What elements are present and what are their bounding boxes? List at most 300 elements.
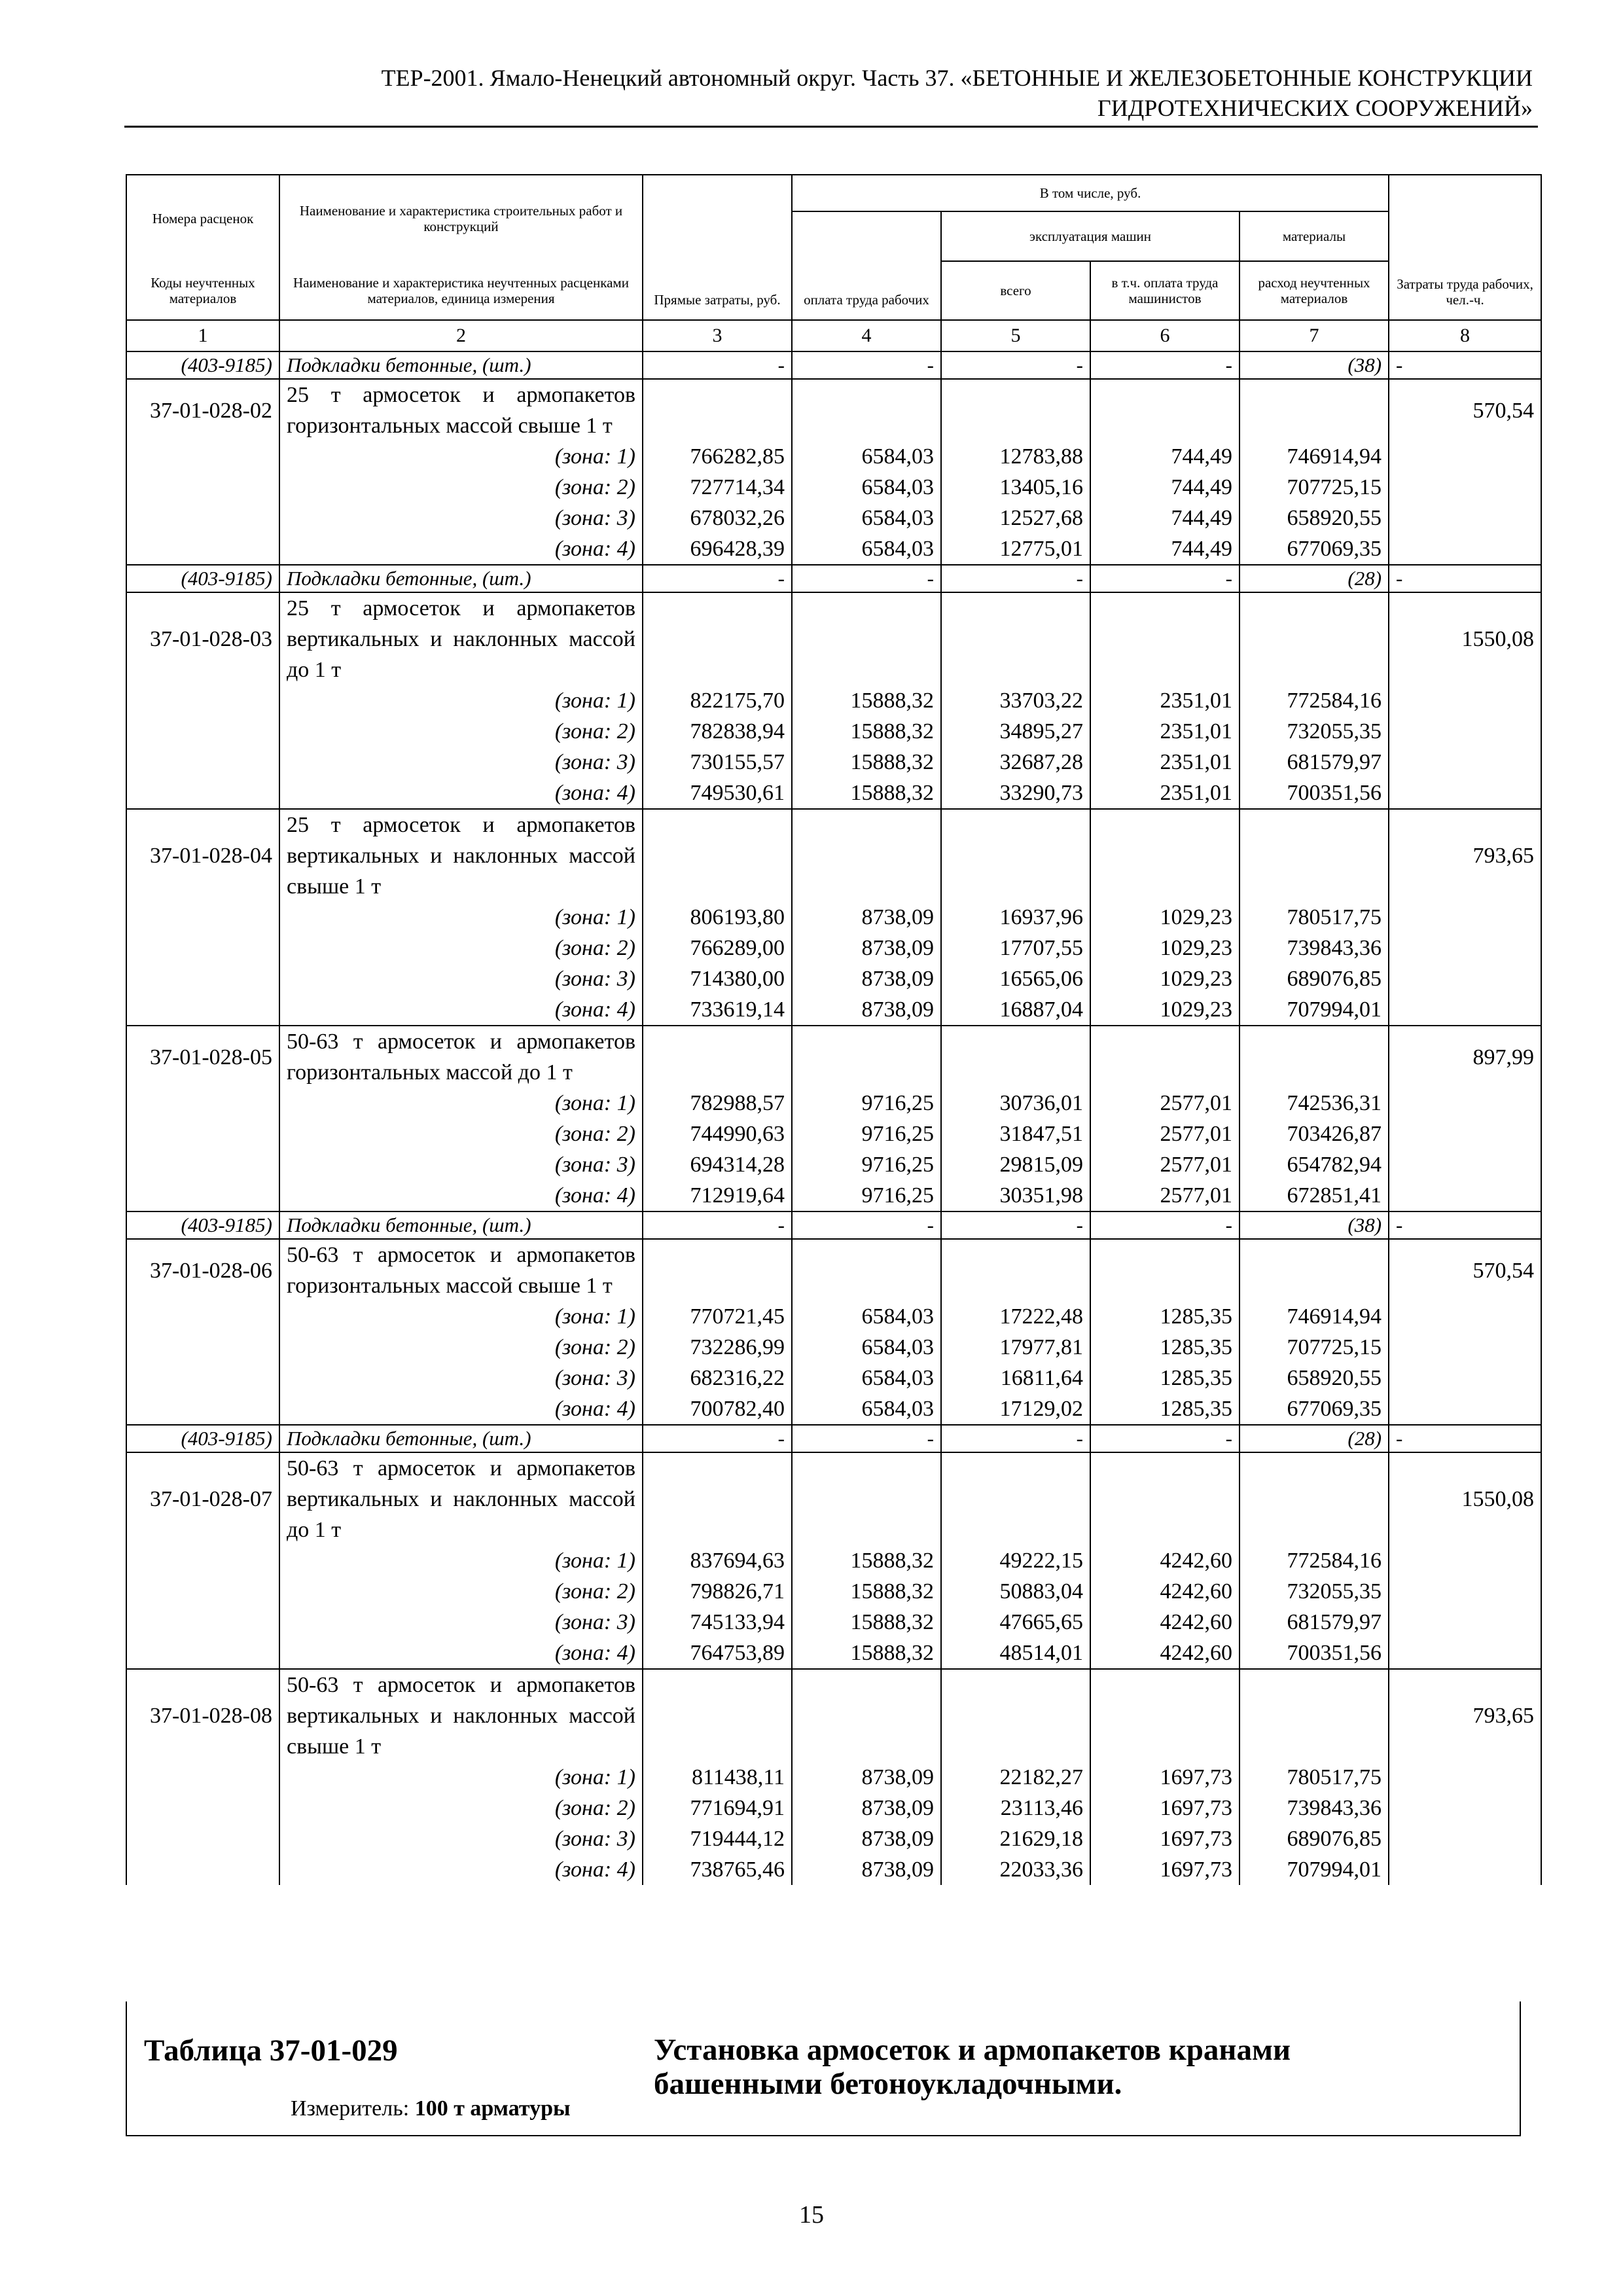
empty-cell: [126, 1762, 279, 1793]
machinist-pay: 1285,35: [1090, 1301, 1240, 1332]
worker-pay: 15888,32: [792, 716, 941, 747]
worker-pay: -: [792, 565, 941, 592]
direct-cost: 733619,14: [643, 994, 792, 1026]
labor-cost: -: [1389, 351, 1541, 379]
empty-cell: [1389, 1180, 1541, 1211]
empty-cell: [1389, 441, 1541, 472]
material-consumption: 677069,35: [1240, 533, 1389, 565]
direct-cost: -: [643, 1211, 792, 1239]
header-rate-numbers: Номера расценок: [126, 175, 279, 261]
header-machine-operation: эксплуатация машин: [941, 211, 1240, 261]
column-number: 3: [643, 320, 792, 351]
machine-total: -: [941, 1425, 1090, 1452]
rate-description: 25 т армосеток и армопакетов вертикальных и наклонных массой до 1 т: [279, 592, 643, 685]
machine-total: 50883,04: [941, 1576, 1090, 1607]
empty-cell: [941, 1239, 1090, 1301]
zone-row: [126, 902, 1541, 933]
machine-total: 22182,27: [941, 1762, 1090, 1793]
zone-label: (зона: 2): [279, 716, 643, 747]
machinist-pay: 744,49: [1090, 472, 1240, 503]
machinist-pay: 744,49: [1090, 441, 1240, 472]
material-consumption: 700351,56: [1240, 778, 1389, 809]
zone-row: [126, 933, 1541, 963]
worker-pay: 15888,32: [792, 1607, 941, 1638]
empty-cell: [792, 592, 941, 685]
direct-cost: 745133,94: [643, 1607, 792, 1638]
empty-cell: [1389, 472, 1541, 503]
material-name: Подкладки бетонные, (шт.): [279, 565, 643, 592]
labor-cost: 793,65: [1389, 1669, 1541, 1762]
material-row: [126, 1211, 1541, 1239]
machine-total: 17129,02: [941, 1393, 1090, 1425]
labor-cost: 570,54: [1389, 379, 1541, 441]
zone-label: (зона: 1): [279, 1301, 643, 1332]
machinist-pay: -: [1090, 1211, 1240, 1239]
empty-cell: [126, 1088, 279, 1119]
labor-cost: 897,99: [1389, 1026, 1541, 1088]
direct-cost: 798826,71: [643, 1576, 792, 1607]
empty-cell: [1240, 1669, 1389, 1762]
rate-description: 50-63 т армосеток и армопакетов горизонтальных массой свыше 1 т: [279, 1239, 643, 1301]
worker-pay: 15888,32: [792, 1545, 941, 1576]
zone-row: [126, 685, 1541, 716]
empty-cell: [941, 809, 1090, 902]
material-consumption: 707994,01: [1240, 1854, 1389, 1885]
direct-cost: -: [643, 1425, 792, 1452]
machinist-pay: 2351,01: [1090, 778, 1240, 809]
empty-cell: [126, 1180, 279, 1211]
empty-cell: [126, 1332, 279, 1363]
machine-total: 31847,51: [941, 1119, 1090, 1149]
zone-label: (зона: 4): [279, 778, 643, 809]
zone-label: (зона: 4): [279, 994, 643, 1026]
zone-row: [126, 1363, 1541, 1393]
material-name: Подкладки бетонные, (шт.): [279, 351, 643, 379]
rate-row: [126, 809, 1541, 902]
empty-cell: [1389, 994, 1541, 1026]
empty-cell: [1240, 1239, 1389, 1301]
rate-code: 37-01-028-04: [126, 809, 279, 902]
zone-label: (зона: 4): [279, 1180, 643, 1211]
header-line-2: ГИДРОТЕХНИЧЕСКИХ СООРУЖЕНИЙ»: [1097, 95, 1533, 121]
labor-cost: 793,65: [1389, 809, 1541, 902]
worker-pay: 6584,03: [792, 1301, 941, 1332]
empty-cell: [1389, 933, 1541, 963]
empty-cell: [126, 533, 279, 565]
worker-pay: 15888,32: [792, 747, 941, 778]
labor-cost: 570,54: [1389, 1239, 1541, 1301]
machine-total: 32687,28: [941, 747, 1090, 778]
empty-cell: [1389, 1088, 1541, 1119]
column-numbers: [126, 320, 1541, 351]
machinist-pay: 1285,35: [1090, 1393, 1240, 1425]
empty-cell: [1389, 1545, 1541, 1576]
machine-total: 16887,04: [941, 994, 1090, 1026]
rate-description: 50-63 т армосеток и армопакетов горизонтальных массой до 1 т: [279, 1026, 643, 1088]
header-materials: материалы: [1240, 211, 1389, 261]
material-code: (403-9185): [126, 565, 279, 592]
empty-cell: [126, 1823, 279, 1854]
zone-label: (зона: 4): [279, 533, 643, 565]
rate-code: 37-01-028-07: [126, 1452, 279, 1545]
zone-label: (зона: 1): [279, 685, 643, 716]
empty-cell: [792, 809, 941, 902]
empty-cell: [1240, 1452, 1389, 1545]
direct-cost: -: [643, 351, 792, 379]
worker-pay: 9716,25: [792, 1088, 941, 1119]
zone-label: (зона: 1): [279, 902, 643, 933]
machine-total: 23113,46: [941, 1793, 1090, 1823]
empty-cell: [1389, 685, 1541, 716]
zone-row: [126, 1180, 1541, 1211]
empty-cell: [126, 1149, 279, 1180]
empty-cell: [126, 1393, 279, 1425]
empty-cell: [1389, 1607, 1541, 1638]
machinist-pay: 1029,23: [1090, 963, 1240, 994]
rate-description: 25 т армосеток и армопакетов горизонтальных массой свыше 1 т: [279, 379, 643, 441]
empty-cell: [1389, 716, 1541, 747]
machinist-pay: -: [1090, 351, 1240, 379]
column-number: 6: [1090, 320, 1240, 351]
empty-cell: [1090, 1239, 1240, 1301]
next-table-heading: [126, 2001, 1521, 2136]
material-consumption: 780517,75: [1240, 1762, 1389, 1793]
zone-row: [126, 1545, 1541, 1576]
zone-label: (зона: 2): [279, 1793, 643, 1823]
worker-pay: 8738,09: [792, 963, 941, 994]
machine-total: 16937,96: [941, 902, 1090, 933]
rate-code: 37-01-028-05: [126, 1026, 279, 1088]
machine-total: 49222,15: [941, 1545, 1090, 1576]
zone-label: (зона: 1): [279, 1088, 643, 1119]
machine-total: -: [941, 351, 1090, 379]
empty-cell: [792, 1026, 941, 1088]
zone-row: [126, 1793, 1541, 1823]
empty-cell: [126, 1545, 279, 1576]
material-consumption: 677069,35: [1240, 1393, 1389, 1425]
material-code: (403-9185): [126, 351, 279, 379]
empty-cell: [1240, 1026, 1389, 1088]
empty-cell: [1389, 1363, 1541, 1393]
zone-label: (зона: 4): [279, 1854, 643, 1885]
machine-total: 33703,22: [941, 685, 1090, 716]
worker-pay: 15888,32: [792, 778, 941, 809]
machine-total: 48514,01: [941, 1638, 1090, 1669]
machinist-pay: 1029,23: [1090, 933, 1240, 963]
machinist-pay: -: [1090, 565, 1240, 592]
labor-cost: -: [1389, 565, 1541, 592]
empty-cell: [126, 1607, 279, 1638]
column-number: 8: [1389, 320, 1541, 351]
machinist-pay: 2351,01: [1090, 685, 1240, 716]
empty-cell: [126, 1363, 279, 1393]
empty-cell: [1389, 533, 1541, 565]
header-material-consumption: расход неучтенных материалов: [1240, 261, 1389, 320]
empty-cell: [126, 503, 279, 533]
empty-cell: [643, 809, 792, 902]
rate-row: [126, 1452, 1541, 1545]
machinist-pay: 744,49: [1090, 503, 1240, 533]
worker-pay: 6584,03: [792, 1393, 941, 1425]
machine-total: 12783,88: [941, 441, 1090, 472]
machine-total: -: [941, 565, 1090, 592]
labor-cost: -: [1389, 1425, 1541, 1452]
zone-label: (зона: 2): [279, 1332, 643, 1363]
worker-pay: 8738,09: [792, 1854, 941, 1885]
rate-row: [126, 1669, 1541, 1762]
empty-cell: [126, 472, 279, 503]
direct-cost: 700782,40: [643, 1393, 792, 1425]
material-consumption: 672851,41: [1240, 1180, 1389, 1211]
worker-pay: -: [792, 1211, 941, 1239]
machine-total: 22033,36: [941, 1854, 1090, 1885]
worker-pay: 6584,03: [792, 533, 941, 565]
worker-pay: 8738,09: [792, 902, 941, 933]
zone-row: [126, 963, 1541, 994]
material-consumption: 689076,85: [1240, 963, 1389, 994]
header-material-names: Наименование и характеристика неучтенных расценками материалов, единица измерения: [279, 261, 643, 320]
rate-description: 50-63 т армосеток и армопакетов вертикальных и наклонных массой свыше 1 т: [279, 1669, 643, 1762]
machine-total: 30736,01: [941, 1088, 1090, 1119]
zone-row: [126, 747, 1541, 778]
zone-label: (зона: 2): [279, 1576, 643, 1607]
direct-cost: 837694,63: [643, 1545, 792, 1576]
direct-cost: 719444,12: [643, 1823, 792, 1854]
zone-row: [126, 716, 1541, 747]
empty-cell: [1389, 1332, 1541, 1363]
machinist-pay: 2577,01: [1090, 1180, 1240, 1211]
empty-cell: [126, 685, 279, 716]
machine-total: 30351,98: [941, 1180, 1090, 1211]
worker-pay: 15888,32: [792, 685, 941, 716]
machine-total: 12527,68: [941, 503, 1090, 533]
empty-cell: [1389, 902, 1541, 933]
machinist-pay: 2577,01: [1090, 1149, 1240, 1180]
rates-table: [126, 174, 1542, 1885]
table-body: [126, 351, 1541, 1885]
machinist-pay: 1029,23: [1090, 902, 1240, 933]
header-worker-pay: оплата труда рабочих: [792, 211, 941, 320]
direct-cost: 694314,28: [643, 1149, 792, 1180]
rate-description: 25 т армосеток и армопакетов вертикальных и наклонных массой свыше 1 т: [279, 809, 643, 902]
zone-row: [126, 1393, 1541, 1425]
material-consumption: (38): [1240, 351, 1389, 379]
column-number: 4: [792, 320, 941, 351]
rate-description: 50-63 т армосеток и армопакетов вертикальных и наклонных массой до 1 т: [279, 1452, 643, 1545]
direct-cost: 714380,00: [643, 963, 792, 994]
empty-cell: [792, 1239, 941, 1301]
machinist-pay: 1697,73: [1090, 1854, 1240, 1885]
material-consumption: 707725,15: [1240, 1332, 1389, 1363]
material-consumption: 742536,31: [1240, 1088, 1389, 1119]
zone-row: [126, 1762, 1541, 1793]
empty-cell: [643, 1026, 792, 1088]
worker-pay: 8738,09: [792, 1823, 941, 1854]
machine-total: 47665,65: [941, 1607, 1090, 1638]
empty-cell: [1090, 809, 1240, 902]
direct-cost: 712919,64: [643, 1180, 792, 1211]
column-number: 7: [1240, 320, 1389, 351]
machinist-pay: 2351,01: [1090, 716, 1240, 747]
zone-row: [126, 1638, 1541, 1669]
material-consumption: 739843,36: [1240, 933, 1389, 963]
machine-total: 13405,16: [941, 472, 1090, 503]
zone-row: [126, 1301, 1541, 1332]
zone-row: [126, 1149, 1541, 1180]
page-number: 15: [799, 2201, 824, 2229]
material-code: (403-9185): [126, 1425, 279, 1452]
machine-total: 33290,73: [941, 778, 1090, 809]
empty-cell: [1389, 1762, 1541, 1793]
empty-cell: [1090, 1669, 1240, 1762]
labor-cost: 1550,08: [1389, 592, 1541, 685]
machine-total: 34895,27: [941, 716, 1090, 747]
empty-cell: [792, 1452, 941, 1545]
material-consumption: 689076,85: [1240, 1823, 1389, 1854]
zone-label: (зона: 3): [279, 1823, 643, 1854]
next-table-number: Таблица 37-01-029: [144, 2034, 398, 2068]
header-work-name: Наименование и характеристика строительных работ и конструкций: [279, 175, 643, 261]
worker-pay: 8738,09: [792, 1793, 941, 1823]
empty-cell: [126, 778, 279, 809]
empty-cell: [126, 902, 279, 933]
empty-cell: [1389, 1638, 1541, 1669]
rate-row: [126, 379, 1541, 441]
machinist-pay: 1697,73: [1090, 1793, 1240, 1823]
direct-cost: 822175,70: [643, 685, 792, 716]
material-consumption: 707994,01: [1240, 994, 1389, 1026]
direct-cost: 727714,34: [643, 472, 792, 503]
zone-row: [126, 778, 1541, 809]
empty-cell: [1389, 1576, 1541, 1607]
direct-cost: 744990,63: [643, 1119, 792, 1149]
zone-row: [126, 1088, 1541, 1119]
direct-cost: 766282,85: [643, 441, 792, 472]
worker-pay: -: [792, 1425, 941, 1452]
material-consumption: (38): [1240, 1211, 1389, 1239]
zone-label: (зона: 3): [279, 1149, 643, 1180]
material-consumption: 772584,16: [1240, 1545, 1389, 1576]
measure-unit: [291, 2096, 571, 2121]
empty-cell: [643, 1452, 792, 1545]
zone-row: [126, 533, 1541, 565]
measure-value: 100 т арматуры: [414, 2096, 571, 2121]
header-material-codes: Коды неучтенных материалов: [126, 261, 279, 320]
machinist-pay: 2577,01: [1090, 1088, 1240, 1119]
empty-cell: [1389, 1393, 1541, 1425]
worker-pay: 8738,09: [792, 933, 941, 963]
worker-pay: 8738,09: [792, 1762, 941, 1793]
worker-pay: 9716,25: [792, 1149, 941, 1180]
zone-row: [126, 1607, 1541, 1638]
empty-cell: [126, 963, 279, 994]
direct-cost: 782838,94: [643, 716, 792, 747]
machinist-pay: 1029,23: [1090, 994, 1240, 1026]
zone-label: (зона: 1): [279, 441, 643, 472]
zone-label: (зона: 2): [279, 472, 643, 503]
header-including: В том числе, руб.: [792, 175, 1389, 211]
machinist-pay: 1697,73: [1090, 1762, 1240, 1793]
worker-pay: 6584,03: [792, 503, 941, 533]
header-labor-costs: Затраты труда рабочих, чел.-ч.: [1389, 175, 1541, 320]
empty-cell: [126, 747, 279, 778]
zone-label: (зона: 1): [279, 1545, 643, 1576]
material-consumption: 700351,56: [1240, 1638, 1389, 1669]
direct-cost: 764753,89: [643, 1638, 792, 1669]
worker-pay: 9716,25: [792, 1119, 941, 1149]
empty-cell: [1090, 1452, 1240, 1545]
empty-cell: [643, 1669, 792, 1762]
worker-pay: 15888,32: [792, 1638, 941, 1669]
empty-cell: [1090, 1026, 1240, 1088]
material-name: Подкладки бетонные, (шт.): [279, 1211, 643, 1239]
material-consumption: 772584,16: [1240, 685, 1389, 716]
material-row: [126, 351, 1541, 379]
zone-label: (зона: 2): [279, 1119, 643, 1149]
labor-cost: -: [1389, 1211, 1541, 1239]
zone-label: (зона: 1): [279, 1762, 643, 1793]
rate-code: 37-01-028-03: [126, 592, 279, 685]
machinist-pay: -: [1090, 1425, 1240, 1452]
machine-total: 21629,18: [941, 1823, 1090, 1854]
empty-cell: [1389, 747, 1541, 778]
material-consumption: 746914,94: [1240, 441, 1389, 472]
machinist-pay: 4242,60: [1090, 1607, 1240, 1638]
material-consumption: 703426,87: [1240, 1119, 1389, 1149]
direct-cost: 682316,22: [643, 1363, 792, 1393]
empty-cell: [126, 994, 279, 1026]
machinist-pay: 2351,01: [1090, 747, 1240, 778]
empty-cell: [1090, 379, 1240, 441]
material-consumption: 780517,75: [1240, 902, 1389, 933]
header-direct-costs: Прямые затраты, руб.: [643, 175, 792, 320]
empty-cell: [1240, 592, 1389, 685]
zone-label: (зона: 3): [279, 747, 643, 778]
empty-cell: [126, 716, 279, 747]
material-consumption: 681579,97: [1240, 1607, 1389, 1638]
table-header: [126, 175, 1541, 351]
header-machinist-pay: в т.ч. оплата труда машинистов: [1090, 261, 1240, 320]
zone-row: [126, 472, 1541, 503]
empty-cell: [1389, 1119, 1541, 1149]
machine-total: 12775,01: [941, 533, 1090, 565]
direct-cost: 766289,00: [643, 933, 792, 963]
empty-cell: [1389, 1149, 1541, 1180]
zone-label: (зона: 3): [279, 503, 643, 533]
empty-cell: [941, 379, 1090, 441]
direct-cost: 771694,91: [643, 1793, 792, 1823]
empty-cell: [941, 1452, 1090, 1545]
empty-cell: [126, 933, 279, 963]
machinist-pay: 2577,01: [1090, 1119, 1240, 1149]
empty-cell: [1389, 1793, 1541, 1823]
material-consumption: 746914,94: [1240, 1301, 1389, 1332]
empty-cell: [1389, 503, 1541, 533]
empty-cell: [1389, 1823, 1541, 1854]
material-name: Подкладки бетонные, (шт.): [279, 1425, 643, 1452]
rate-code: 37-01-028-08: [126, 1669, 279, 1762]
empty-cell: [126, 441, 279, 472]
zone-row: [126, 503, 1541, 533]
direct-cost: 806193,80: [643, 902, 792, 933]
header-rule: [124, 126, 1538, 128]
column-number: 2: [279, 320, 643, 351]
machine-total: 16565,06: [941, 963, 1090, 994]
machinist-pay: 1697,73: [1090, 1823, 1240, 1854]
empty-cell: [126, 1576, 279, 1607]
empty-cell: [792, 1669, 941, 1762]
zone-label: (зона: 4): [279, 1393, 643, 1425]
